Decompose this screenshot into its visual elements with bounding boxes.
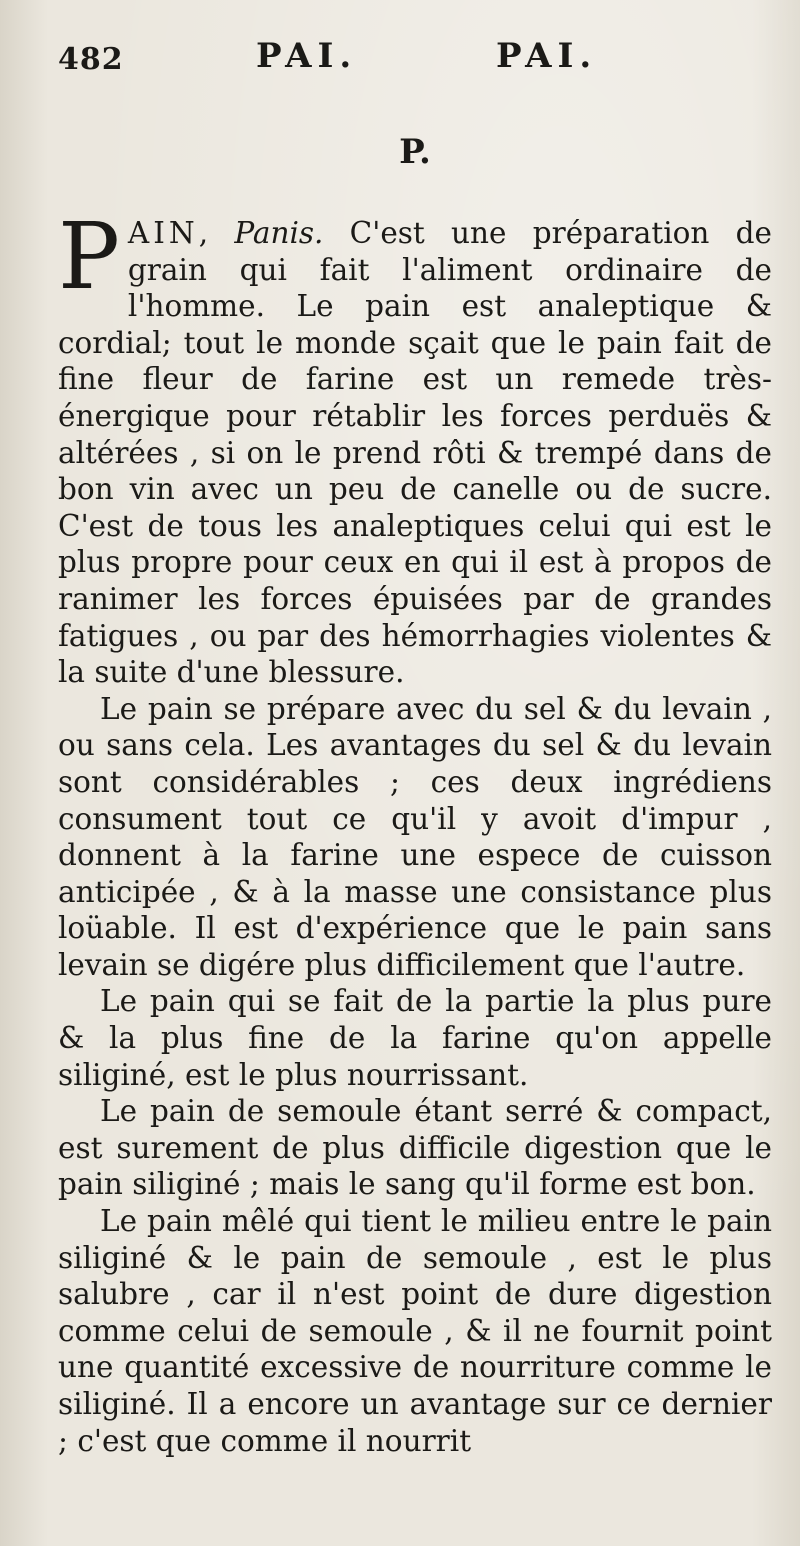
section-letter: P. [399,132,431,172]
paragraph: Le pain de semoule étant serré & compact, est surement de plus difficile digestion que le pain siliginé ; mais le sang qu'il forme est bon. [58,1094,772,1202]
entry-separator: , [198,216,235,250]
paragraph: Le pain se prépare avec du sel & du levain , ou sans cela. Les avantages du sel & du levain sont considérables ; ces deux ingrédiens consument tout ce qu'il y avoit d'impur , donnent à la farine une espece de cuisson anticipée , & à la masse une consistance plus loüable. Il est d'expérience que le pain sans levain se digére plus difficilement que l'autre. [58,691,772,982]
entry-text [58,203,772,1459]
paragraph: Le pain mêlé qui tient le milieu entre le pain siliginé & le pain de semoule , est le plus salubre , car il n'est point de dure digestion comme celui de semoule , & il ne fournit point une quantité excessive de nourriture comme le siliginé. Il a encore un avantage sur ce dernier ; c'est que comme il nourrit [58,1204,772,1458]
paragraph: Le pain qui se fait de la partie la plus pure & la plus fine de la farine qu'on appelle siliginé, est le plus nourrissant. [58,984,772,1092]
entry-headword-rest: AIN [127,216,199,250]
left-running-head: PAI. [256,36,358,76]
entry-opening-text: C'est une préparation de grain qui fait l'aliment ordinaire de l'homme. Le pain est analeptique & cordial; tout le monde sçait que le pain fait de fine fleur de farine est un remede très-énergique pour rétablir les forces perduës & altérées , si on le prend rôti & trempé dans de bon vin avec un peu de canelle ou de sucre. C'est de tous les analeptiques celui qui est le plus propre pour ceux en qui il est à propos de ranimer les forces épuisées par de grandes fatigues , ou par des hémorrhagies violentes & la suite d'une blessure. [58,216,772,690]
entry-opening-paragraph [58,203,772,691]
page-number: 482 [58,42,124,77]
drop-cap: P [58,203,120,310]
latin-name: Panis. [234,216,324,250]
running-header [58,36,772,86]
right-running-head: PAI. [496,36,598,76]
